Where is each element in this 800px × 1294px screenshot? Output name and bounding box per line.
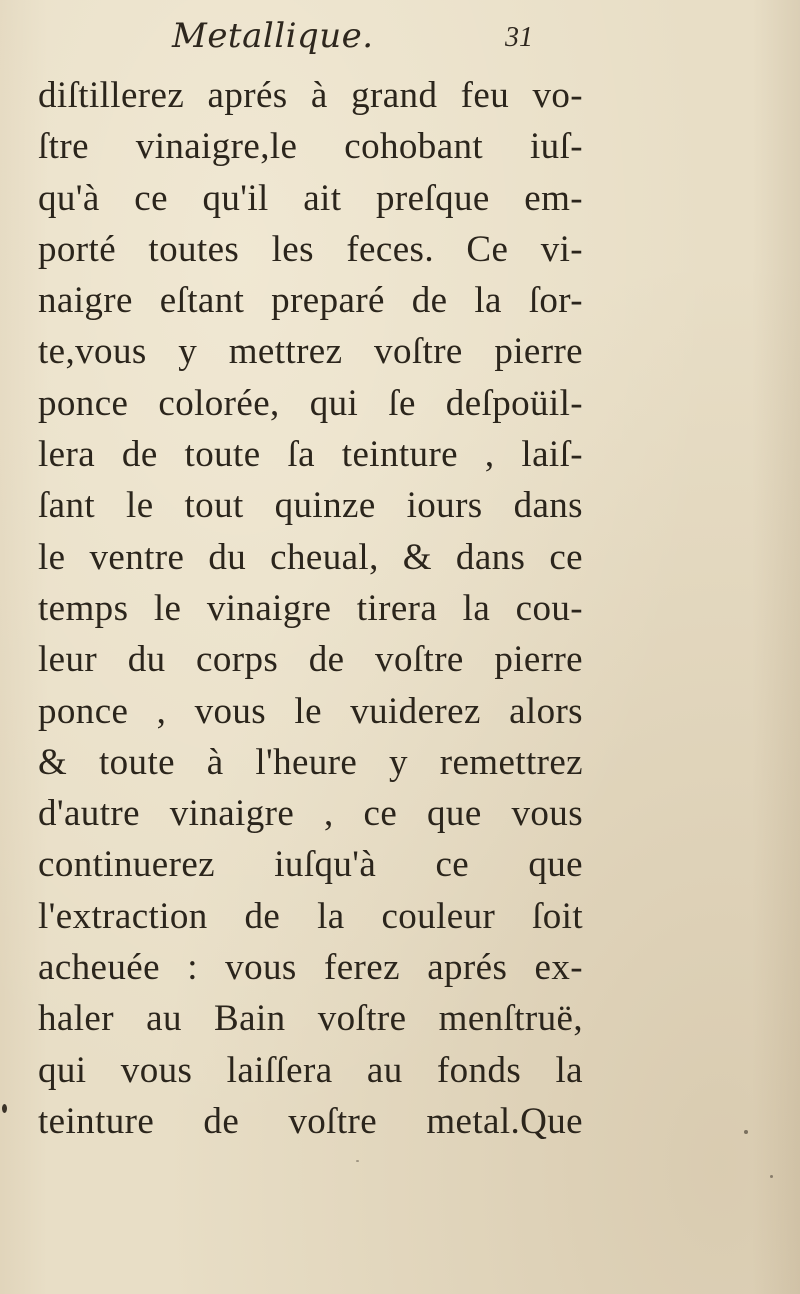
text-line: acheuée : vous ferez aprés ex- [38,947,583,989]
text-line: ponce colorée, qui ſe deſpoüil- [38,382,583,424]
body-text [38,70,583,1147]
text-line: diſtillerez aprés à grand feu vo- [38,75,583,116]
text-line: temps le vinaigre tirera la cou- [38,587,583,629]
text-line: continuerez iuſqu'à ce que [38,844,583,886]
text-line: haler au Bain voſtre menſtruë, [38,998,583,1040]
text-line: ſtre vinaigre,le cohobant iuſ- [38,126,583,168]
text-line: naigre eſtant preparé de la ſor- [38,280,583,322]
text-line: l'extraction de la couleur ſoit [38,895,583,937]
text-line: qui vous laiſſera au fonds la [38,1049,583,1091]
page-number: 31 [505,22,533,53]
text-line: te,vous y mettrez voſtre pierre [38,331,583,373]
running-title: Metallique. [172,16,374,56]
text-line: leur du corps de voſtre pierre [38,639,583,681]
text-line: lera de toute ſa teinture , laiſ- [38,434,583,476]
text-line: ponce , vous le vuiderez alors [38,690,583,732]
ink-speck [770,1175,773,1178]
text-line: porté toutes les feces. Ce vi- [38,228,583,270]
ink-speck [356,1160,359,1162]
page-header [0,14,800,68]
text-line: ſant le tout quinze iours dans [38,485,583,527]
ink-speck [744,1130,748,1134]
text-line: le ventre du cheual, & dans ce [38,536,583,578]
text-line: d'autre vinaigre , ce que vous [38,793,583,835]
text-line: & toute à l'heure y remettrez [38,741,583,783]
text-line: teinture de voſtre metal.Que [38,1100,583,1142]
ink-speck [2,1104,7,1113]
text-line: qu'à ce qu'il ait preſque em- [38,177,583,219]
